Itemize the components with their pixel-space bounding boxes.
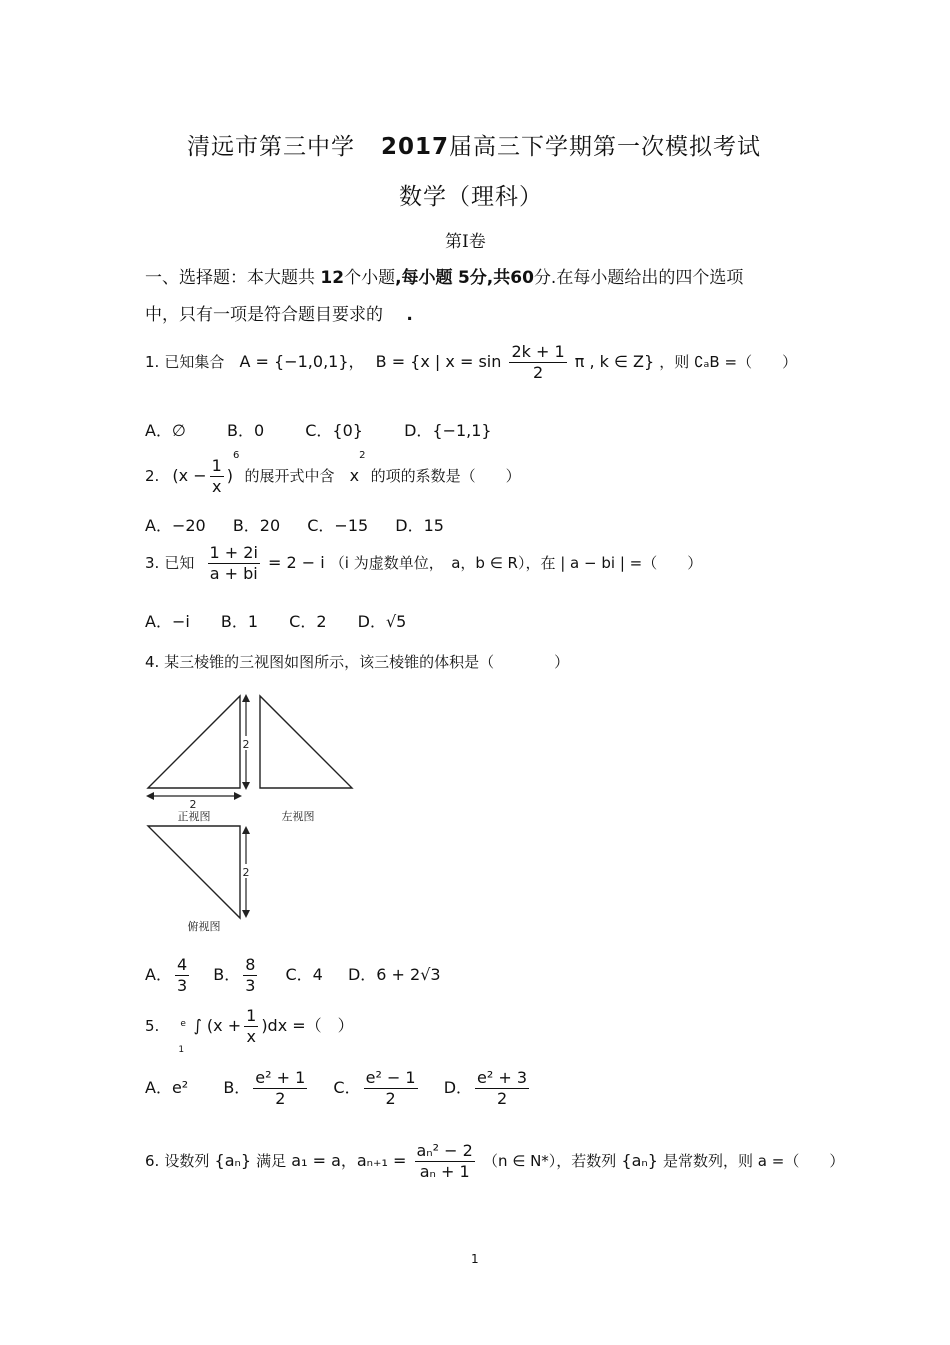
section-text-a: 一、选择题：本大题共	[145, 268, 315, 288]
q1-set-b-tail: π , k ∈ Z}	[574, 352, 655, 371]
q1-option-d: D．{−1,1}	[404, 421, 492, 440]
q5-c-den: 2	[385, 1089, 396, 1108]
q1-frac-num: 2k + 1	[511, 342, 565, 361]
question-6	[145, 1141, 844, 1182]
q4-a-den: 3	[176, 976, 188, 995]
q3-stem: 已知	[164, 554, 195, 572]
q3-option-b: B．1	[220, 612, 259, 631]
q2-option-c: C．−15	[307, 516, 369, 535]
q3-rhs: = 2 − i	[268, 553, 325, 572]
q2-frac-num: 1	[211, 456, 222, 475]
front-view-label: 正视图	[177, 810, 211, 823]
q2-mid: 的展开式中含	[244, 467, 335, 485]
question-2	[145, 450, 521, 497]
q5-option-c: C．	[333, 1078, 361, 1097]
q6-mid2: （n ∈ N*），若数列	[482, 1152, 617, 1170]
section-text-e: 分.在每小题给出的四个选项	[533, 268, 744, 288]
arrow-right-icon	[234, 792, 242, 800]
q6-mid1: 满足	[256, 1152, 287, 1170]
q1-set-b-lead: B = {x | x = sin	[375, 352, 502, 371]
q4-option-c: C．4	[285, 965, 323, 984]
q5-options	[145, 1068, 532, 1109]
arrow-up-icon	[242, 694, 250, 702]
q1-stem: 已知集合	[164, 353, 225, 371]
exam-title	[187, 128, 761, 161]
q1-end: ，则 ∁ₐB =（ ）	[659, 353, 798, 371]
q1-set-a: A = {−1,0,1}，	[239, 352, 365, 371]
q4-number: 4.	[145, 653, 160, 671]
q4-stem: 某三棱锥的三视图如图所示，该三棱锥的体积是（ ）	[164, 653, 570, 671]
q4-option-d: D．6 + 2√3	[347, 965, 441, 984]
question-count: 12	[320, 268, 345, 288]
points-total: 60	[510, 268, 534, 288]
q3-option-c: C．2	[289, 612, 327, 631]
volume-label: 第Ⅰ卷	[445, 232, 486, 252]
q4-option-a-fraction	[175, 955, 189, 996]
q1-number: 1.	[145, 353, 160, 371]
front-view-height-label: 2	[242, 738, 250, 751]
q2-options	[145, 513, 444, 536]
q5-lower-limit: 1	[178, 1045, 185, 1055]
q4-options	[145, 955, 441, 996]
q1-frac-den: 2	[532, 363, 544, 382]
top-view-triangle	[148, 826, 240, 918]
q2-expr-tail: )	[226, 466, 234, 485]
page-number: 1	[471, 1252, 479, 1266]
q2-expr-lead: (x −	[172, 466, 207, 485]
q6-number: 6.	[145, 1152, 160, 1170]
q4-option-b: B．	[213, 965, 241, 984]
points-each: 5	[457, 268, 470, 288]
q5-option-b-fraction	[253, 1068, 307, 1109]
arrow-up-icon	[242, 826, 250, 834]
q6-sequence-2: {aₙ}	[621, 1151, 658, 1170]
q3-note: （i 为虚数单位， a，b ∈ R），在 | a − bi | =（ ）	[329, 554, 703, 572]
arrow-down-icon	[242, 910, 250, 918]
question-3	[145, 543, 702, 584]
q5-fraction	[244, 1006, 258, 1047]
top-view-height-label: 2	[242, 866, 250, 879]
q5-d-den: 2	[496, 1089, 508, 1108]
q2-term: x	[349, 466, 360, 485]
q3-frac-num: 1 + 2i	[209, 543, 258, 562]
q4-b-den: 3	[245, 976, 256, 995]
q4-b-num: 8	[245, 955, 256, 974]
q1-options	[145, 418, 492, 441]
q5-upper-limit: e	[180, 1019, 186, 1029]
q5-expr-lead: ∫ (x +	[193, 1016, 242, 1035]
q2-end: 的项的系数是（ ）	[370, 467, 521, 485]
q4-option-a: A．	[145, 965, 172, 984]
q5-option-a: A．e²	[145, 1078, 189, 1097]
question-5	[145, 1006, 354, 1055]
arrow-down-icon	[242, 782, 250, 790]
q3-frac-den: a + bi	[209, 564, 258, 583]
q3-number: 3.	[145, 554, 160, 572]
q2-term-power: 2	[359, 450, 366, 461]
q2-number: 2.	[145, 467, 160, 485]
q6-stem: 设数列	[164, 1152, 210, 1170]
q5-option-b: B．	[223, 1078, 251, 1097]
section-text-d: 分,共	[469, 268, 511, 288]
q5-option-d: D．	[443, 1078, 473, 1097]
section-text-line2: 中，只有一项是符合题目要求的	[145, 305, 383, 325]
q2-option-b: B．20	[232, 516, 281, 535]
q2-option-d: D．15	[395, 516, 444, 535]
title-year: 2017	[381, 134, 450, 160]
q6-fraction	[415, 1141, 475, 1182]
section-heading-line1	[145, 263, 743, 288]
q2-power: 6	[233, 450, 240, 461]
front-view-width-label: 2	[189, 798, 197, 811]
question-1	[145, 342, 797, 383]
section-text-c: ,每小题	[395, 268, 453, 288]
q1-option-a: A．∅	[145, 421, 186, 440]
exam-subtitle: 数学（理科）	[399, 184, 543, 210]
front-view-triangle	[148, 696, 240, 788]
top-view-label: 俯视图	[187, 920, 221, 933]
q5-d-num: e² + 3	[477, 1068, 528, 1087]
q2-frac-den: x	[211, 477, 222, 496]
section-text-period: .	[406, 305, 413, 325]
arrow-left-icon	[146, 792, 154, 800]
q1-fraction	[509, 342, 566, 383]
q5-frac-den: x	[246, 1027, 256, 1046]
q1-option-c: C．{0}	[305, 421, 363, 440]
section-text-b: 个小题	[344, 268, 396, 288]
q4-option-b-fraction	[243, 955, 257, 996]
q3-option-d: D．√5	[357, 612, 407, 631]
q5-option-d-fraction	[475, 1068, 529, 1109]
title-exam: 届高三下学期第一次模拟考试	[449, 134, 762, 160]
q5-expr-tail: )dx =（ ）	[261, 1016, 354, 1035]
q5-b-den: 2	[275, 1089, 286, 1108]
question-4	[145, 651, 569, 672]
q2-fraction	[210, 456, 224, 497]
q3-option-a: A．−i	[145, 612, 190, 631]
q4-a-num: 4	[176, 955, 188, 974]
q1-option-b: B．0	[226, 421, 265, 440]
q3-options	[145, 609, 406, 632]
q6-condition: a₁ = a，aₙ₊₁ =	[291, 1151, 407, 1170]
side-view-triangle	[260, 696, 352, 788]
q6-frac-num: aₙ² − 2	[416, 1141, 473, 1160]
q6-end: 是常数列，则 a =（ ）	[663, 1152, 845, 1170]
q6-sequence: {aₙ}	[214, 1151, 252, 1170]
q5-c-num: e² − 1	[365, 1068, 416, 1087]
side-view-label: 左视图	[281, 810, 315, 823]
q5-b-num: e² + 1	[255, 1068, 306, 1087]
q5-number: 5.	[145, 1017, 160, 1035]
q5-frac-num: 1	[246, 1006, 257, 1025]
q6-frac-den: aₙ + 1	[419, 1162, 470, 1181]
section-heading-line2	[145, 300, 413, 325]
title-school: 清远市第三中学	[187, 134, 355, 160]
q3-fraction	[208, 543, 260, 584]
q2-option-a: A．−20	[145, 516, 206, 535]
q5-option-c-fraction	[364, 1068, 418, 1109]
three-view-figure	[140, 690, 370, 940]
